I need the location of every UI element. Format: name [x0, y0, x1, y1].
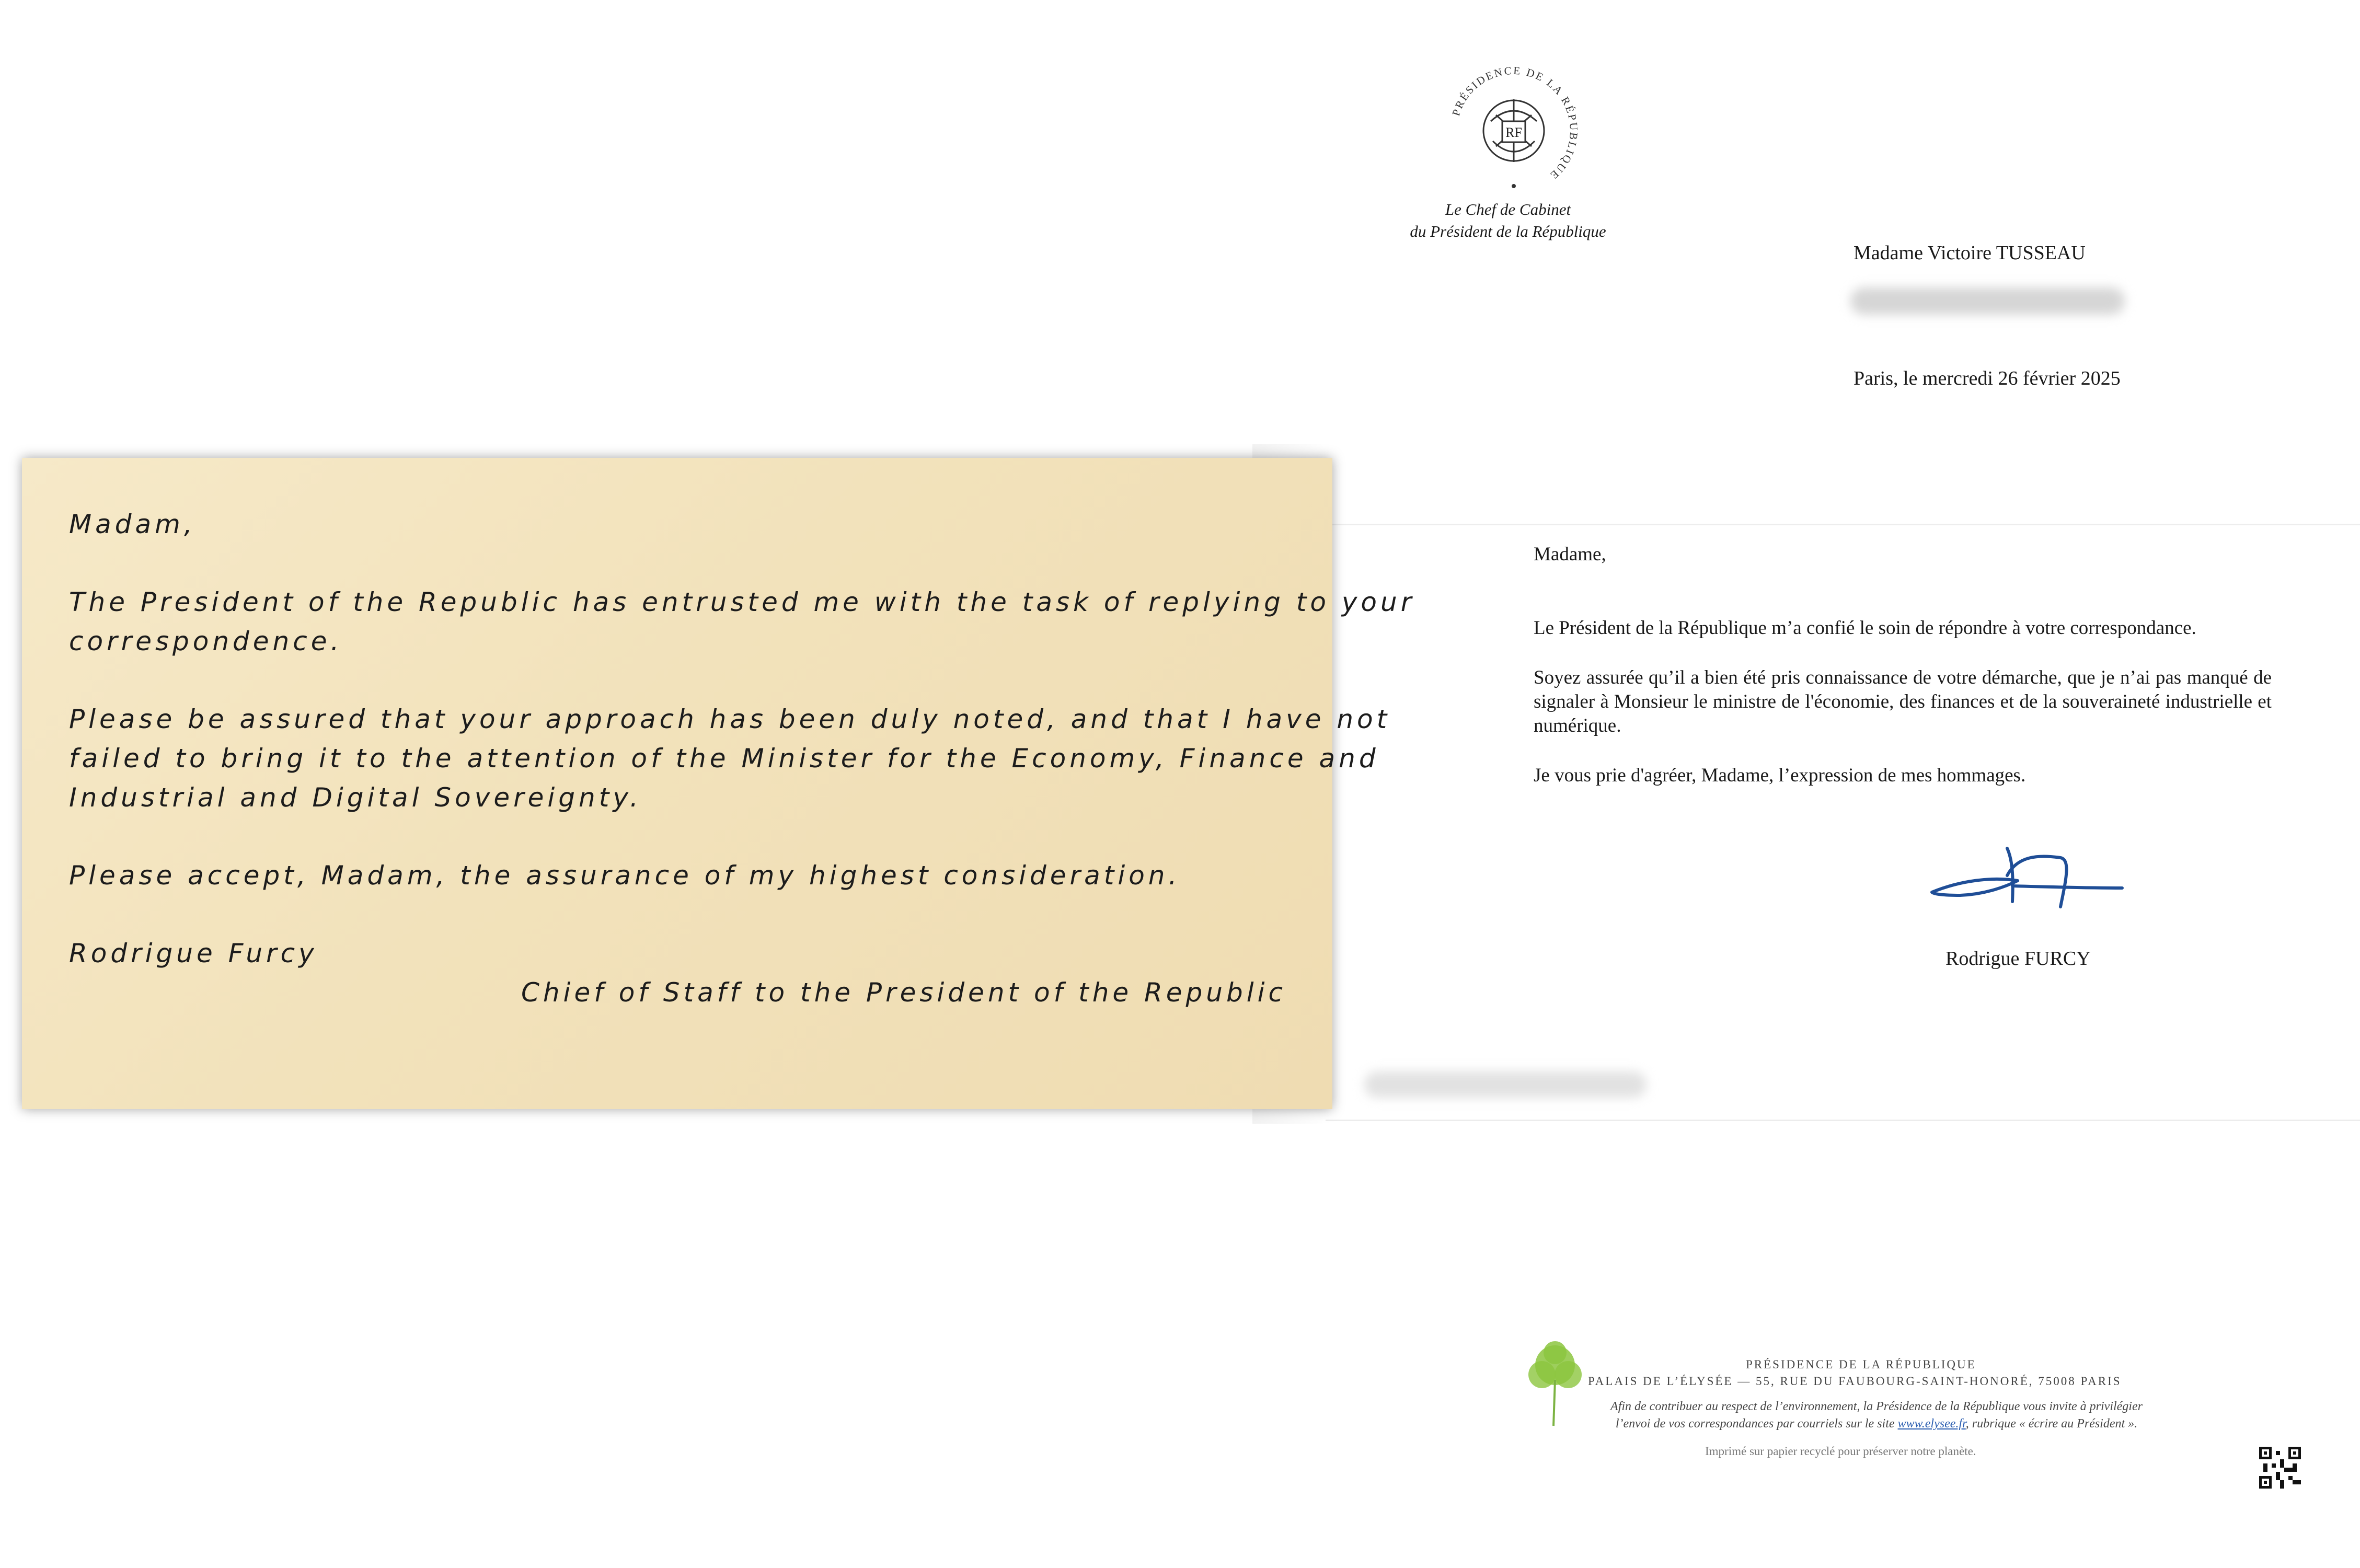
- letter-body: [1534, 543, 2272, 813]
- presidential-seal-icon: [1446, 63, 1582, 199]
- redacted-reference: [1364, 1071, 1647, 1098]
- translation-card: [22, 458, 1415, 1109]
- translation-salutation: Madam,: [69, 509, 196, 539]
- signer-name: Rodrigue FURCY: [1945, 948, 2091, 970]
- sender-line-2: du Président de la République: [1410, 222, 1606, 240]
- footer-environment-note: [1563, 1398, 2190, 1433]
- translation-paragraph-2-line-1: Please be assured that your approach has been duly noted, and that I have not: [69, 704, 1391, 734]
- translation-signer-role: Chief of Staff to the President of the Republic: [521, 977, 1286, 1008]
- footer-note-text-b: , rubrique « écrire au Président ».: [1965, 1417, 2138, 1431]
- footer-recycle-note: Imprimé sur papier recyclé pour préserver notre planète.: [1705, 1445, 1976, 1458]
- translation-paragraph-1-line-1: The President of the Republic has entrusted me with the task of replying to your: [69, 587, 1415, 617]
- svg-text:PRÉSIDENCE DE LA RÉPUBLIQUE: PRÉSIDENCE DE LA RÉPUBLIQUE: [1449, 64, 1581, 183]
- recipient-name: Madame Victoire TUSSEAU: [1854, 242, 2086, 264]
- signature: [1929, 844, 2125, 912]
- sender-line-1: Le Chef de Cabinet: [1445, 200, 1571, 218]
- sender-block: [1359, 199, 1657, 243]
- translation-paragraph-1-line-2: correspondence.: [69, 626, 343, 656]
- translation-paragraph-2-line-3: Industrial and Digital Sovereignty.: [69, 782, 642, 813]
- letter-paragraph-3: Je vous prie d'agréer, Madame, l’expression de mes hommages.: [1534, 765, 2026, 786]
- footer-note-line-2: [1563, 1415, 2190, 1433]
- svg-text:RF: RF: [1505, 125, 1522, 140]
- fold-line-top: [1252, 524, 2360, 525]
- fold-line-bottom: [1252, 1120, 2360, 1121]
- footer-title: PRÉSIDENCE DE LA RÉPUBLIQUE: [1746, 1358, 1976, 1371]
- translation-paragraph-2-line-2: failed to bring it to the attention of the Minister for the Economy, Finance and: [69, 743, 1379, 774]
- redacted-address: [1850, 287, 2125, 315]
- translation-signer-name: Rodrigue Furcy: [69, 938, 318, 969]
- letter-date: Paris, le mercredi 26 février 2025: [1854, 367, 2121, 389]
- letter-salutation: Madame,: [1534, 544, 1606, 565]
- qr-code-icon: [2259, 1447, 2301, 1489]
- footer-note-line-1: Afin de contribuer au respect de l’environnement, la Présidence de la République vous invite à privilégier: [1610, 1400, 2143, 1413]
- translation-paragraph-3: Please accept, Madam, the assurance of my highest consideration.: [69, 860, 1181, 891]
- footer-note-text-a: l’envoi de vos correspondances par courriels sur le site: [1615, 1417, 1898, 1431]
- letter-paragraph-1: Le Président de la République m’a confié le soin de répondre à votre correspondance.: [1534, 617, 2196, 639]
- letter-paragraph-2: Soyez assurée qu’il a bien été pris connaissance de votre démarche, que je n’ai pas manqué de signaler à Monsieur le ministre de l'économie, des finances et de la souveraineté industrielle et numérique.: [1534, 667, 2272, 736]
- elysee-link[interactable]: www.elysee.fr: [1897, 1417, 1966, 1431]
- footer-address: PALAIS DE L’ÉLYSÉE — 55, RUE DU FAUBOURG-SAINT-HONORÉ, 75008 PARIS: [1588, 1375, 2122, 1388]
